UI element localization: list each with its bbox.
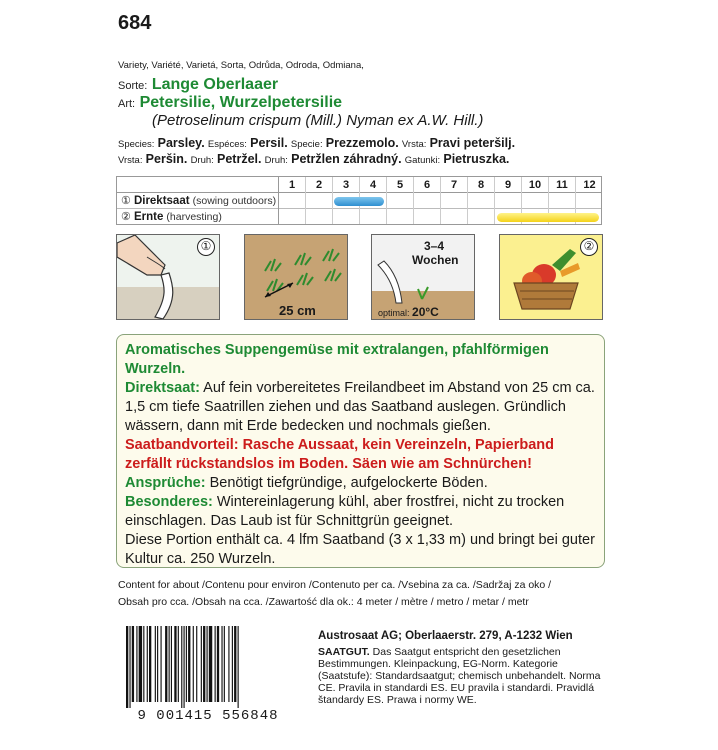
translation-label: Vrsta: xyxy=(118,155,143,166)
saatgut-heading: SAATGUT. xyxy=(318,646,370,658)
art-label: Art: xyxy=(118,98,136,110)
ansprueche-text: Benötigt tiefgründige, aufgelockerte Böden. xyxy=(205,475,488,491)
latin-name: (Petroselinum crispum (Mill.) Nyman ex A.W. Hill.) xyxy=(152,112,484,129)
barcode-bar xyxy=(224,626,225,702)
month-header-7: 7 xyxy=(441,177,468,224)
variety-languages-line: Variety, Variété, Varietá, Sorta, Odrůda, Odroda, Odmiana, xyxy=(118,60,364,71)
optimal-temperature xyxy=(378,305,439,319)
row-note: (harvesting) xyxy=(166,211,222,223)
barcode-bar xyxy=(174,626,176,702)
row-marker: ① xyxy=(121,195,131,207)
translations-line-2 xyxy=(118,152,509,166)
barcode-bar xyxy=(234,626,236,702)
content-line-2: Obsah pro cca. /Obsah na cca. /Zawartość dla ok.: 4 meter / mètre / metro / metar / metr xyxy=(118,596,529,608)
row-name: Direktsaat xyxy=(133,195,190,207)
calendar-label-column xyxy=(117,177,279,224)
translation-value: Pravi peteršilj. xyxy=(429,136,516,150)
translation-value: Prezzemolo. xyxy=(325,136,399,150)
variety-name: Lange Oberlaaer xyxy=(151,76,279,93)
translation-label: Species: xyxy=(118,139,155,150)
barcode-bar xyxy=(188,626,190,702)
barcode-bar xyxy=(136,626,137,702)
month-header-10: 10 xyxy=(522,177,549,224)
barcode-bar xyxy=(149,626,151,702)
barcode-bar xyxy=(147,626,148,702)
barcode-bar xyxy=(209,626,212,702)
barcode-bar xyxy=(181,626,182,708)
article-number: 684 xyxy=(118,12,152,34)
barcode-bar xyxy=(196,626,197,702)
barcode-bars xyxy=(126,626,290,708)
barcode-bar xyxy=(171,626,172,702)
optimal-label: optimal: xyxy=(378,308,410,318)
barcode-bar xyxy=(203,626,205,702)
month-header-5: 5 xyxy=(387,177,414,224)
barcode-bar xyxy=(186,626,187,702)
barcode-bar xyxy=(215,626,216,702)
month-header-2: 2 xyxy=(306,177,333,224)
translation-label: Druh: xyxy=(264,155,288,166)
sowing-period-bar xyxy=(334,197,384,206)
barcode-bar xyxy=(157,626,158,702)
month-header-9: 9 xyxy=(495,177,522,224)
translation-value: Petržlen záhradný. xyxy=(291,152,402,166)
direktsaat-label: Direktsaat: xyxy=(125,380,200,396)
saatgut-body: Das Saatgut entspricht den gesetzlichen Bestimmungen. Kleinpackung, EG-Norm. Kategorie (Saatstufe): Standardsaatgut; chemisch unbehandelt. Norma CE. Pravila in standardi ES. EU pravila i standardi. Pravidlá štandardy ES. Prawa i normy WE. xyxy=(318,646,601,706)
pictogram-row xyxy=(116,234,604,322)
ansprueche-paragraph xyxy=(125,474,598,493)
variety-row xyxy=(118,76,278,94)
barcode-bar xyxy=(178,626,179,702)
translation-value: Parsley. xyxy=(157,136,205,150)
sorte-label: Sorte: xyxy=(118,80,148,92)
translation-value: Persil. xyxy=(250,136,288,150)
weeks-label: Wochen xyxy=(412,253,459,267)
row-note: (sowing outdoors) xyxy=(192,195,277,207)
barcode-bar xyxy=(207,626,208,702)
barcode-bar xyxy=(193,626,194,702)
step-2-marker: ② xyxy=(580,238,598,256)
calendar-row-harvest xyxy=(121,210,222,223)
barcode-bar xyxy=(165,626,167,702)
ean-barcode xyxy=(116,626,300,730)
barcode-bar xyxy=(232,626,233,702)
species-row xyxy=(118,94,342,112)
species-name: Petersilie, Wurzelpetersilie xyxy=(139,94,343,111)
barcode-bar xyxy=(184,626,185,708)
seed-regulation-text xyxy=(318,646,608,706)
translation-value: Petržel. xyxy=(217,152,262,166)
optimal-temperature-value: 20°C xyxy=(412,305,439,319)
portion-paragraph: Diese Portion enthält ca. 4 lfm Saatband (3 x 1,33 m) und bringt bei guter Kultur ca. 250 Wurzeln. xyxy=(125,532,595,567)
instructions-box xyxy=(116,334,605,568)
content-line-1: Content for about /Contenu pour environ /Contenuto per ca. /Vsebina za ca. /Sadržaj za oko / xyxy=(118,579,552,591)
barcode-bar xyxy=(217,626,219,702)
translations-line-1 xyxy=(118,136,515,150)
barcode-bar xyxy=(129,626,130,708)
row-marker: ② xyxy=(121,211,131,223)
barcode-bar xyxy=(238,626,239,708)
company-address: Austrosaat AG; Oberlaaerstr. 279, A-1232 Wien xyxy=(318,630,573,642)
sowing-calendar xyxy=(116,176,602,225)
direktsaat-paragraph xyxy=(125,379,598,436)
spacing-pictogram xyxy=(244,234,348,320)
weeks-number: 3–4 xyxy=(424,239,445,253)
barcode-bar xyxy=(139,626,142,702)
translation-label: Druh: xyxy=(190,155,214,166)
info-headline: Aromatisches Suppengemüse mit extralangen, pfahlförmigen Wurzeln. xyxy=(125,342,549,377)
barcode-bar xyxy=(161,626,162,702)
barcode-bar xyxy=(132,626,134,702)
row-spacing-label: 25 cm xyxy=(279,303,316,318)
barcode-bar xyxy=(221,626,222,702)
calendar-row-sowing xyxy=(121,194,276,207)
month-header-4: 4 xyxy=(360,177,387,224)
month-header-12: 12 xyxy=(583,179,596,191)
month-header-1: 1 xyxy=(279,177,306,224)
besonderes-label: Besonderes: xyxy=(125,494,213,510)
besonderes-text: Wintereinlagerung kühl, aber frostfrei, nicht zu trocken einschlagen. Das Laub ist für Schnittgrün geeignet. xyxy=(125,494,565,529)
ansprueche-label: Ansprüche: xyxy=(125,475,206,491)
step-1-marker: ① xyxy=(197,238,215,256)
harvest-period-bar xyxy=(497,213,599,222)
barcode-bar xyxy=(126,626,128,708)
barcode-number: 9 001415 556848 xyxy=(137,708,279,724)
translation-value: Pietruszka. xyxy=(443,152,510,166)
barcode-bar xyxy=(201,626,202,702)
barcode-bar xyxy=(143,626,144,702)
barcode-bar xyxy=(228,626,229,702)
direktsaat-text: Auf fein vorbereitetes Freilandbeet im Abstand von 25 cm ca. 1,5 cm tiefe Saatrillen ziehen und das Saatband auslegen. Gründlich wässern, dann mit Erde bedecken und nochmals gießen. xyxy=(125,380,595,434)
germination-pictogram xyxy=(371,234,475,320)
besonderes-paragraph xyxy=(125,493,598,531)
sowing-tape-pictogram xyxy=(116,234,220,320)
harvest-pictogram xyxy=(499,234,603,320)
barcode-bar xyxy=(169,626,170,702)
saatband-advantage: Saatbandvorteil: Rasche Aussaat, kein Vereinzeln, Papierband zerfällt rückstandslos im Boden. Säen wie am Schnürchen! xyxy=(125,437,554,472)
translation-label: Specie: xyxy=(290,139,323,150)
month-header-8: 8 xyxy=(468,177,495,224)
translation-label: Gatunki: xyxy=(404,155,441,166)
barcode-bar xyxy=(155,626,156,702)
month-header-11: 11 xyxy=(549,177,576,224)
month-header-6: 6 xyxy=(414,177,441,224)
month-header-3: 3 xyxy=(333,177,360,224)
translation-label: Espéces: xyxy=(207,139,247,150)
translation-label: Vrsta: xyxy=(401,139,427,150)
translation-value: Peršin. xyxy=(145,152,188,166)
row-name: Ernte xyxy=(133,211,164,223)
